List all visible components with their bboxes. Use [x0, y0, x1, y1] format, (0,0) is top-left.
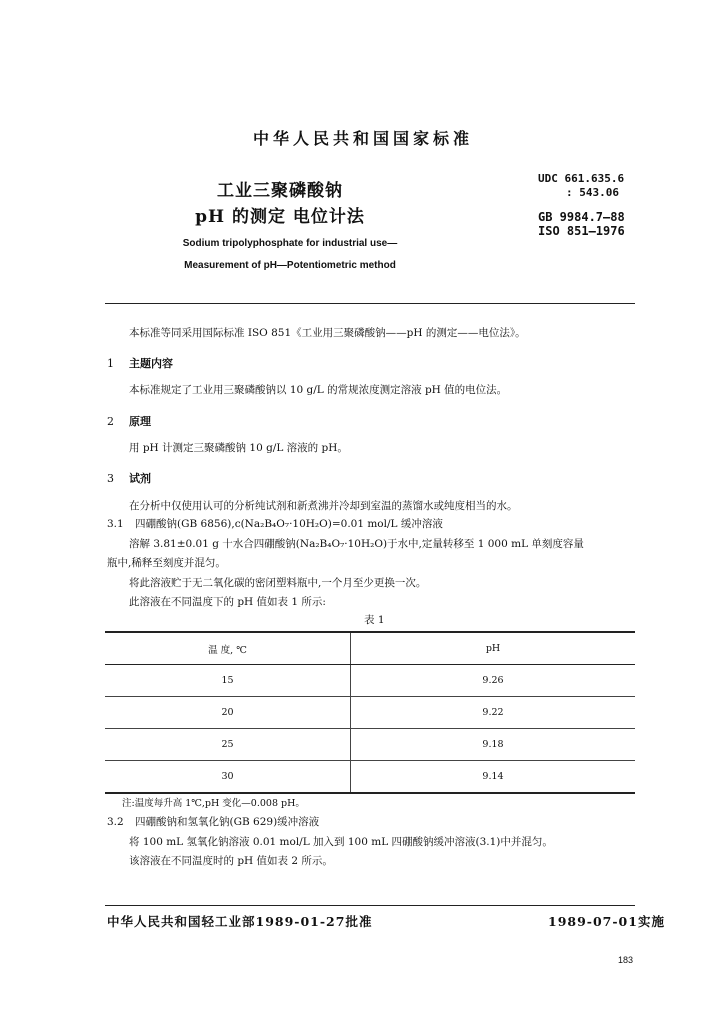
gb-code: GB 9984.7—88 — [538, 210, 625, 224]
page-number: 183 — [618, 955, 634, 965]
temperature-cell: 25 — [105, 729, 351, 761]
section-title: 试剂 — [129, 472, 151, 485]
footer-divider — [105, 905, 635, 906]
table-1-caption: 表 1 — [364, 614, 385, 626]
column-header-ph: pH — [351, 632, 636, 665]
section-2-heading — [107, 413, 151, 429]
table-row — [105, 697, 635, 729]
table-1-note: 注:温度每升高 1℃,pH 变化—0.008 pH。 — [122, 798, 305, 809]
section-3-heading — [107, 470, 151, 486]
temperature-cell: 30 — [105, 761, 351, 794]
section-3-1-paragraph-3: 此溶液在不同温度下的 pH 值如表 1 所示: — [129, 596, 326, 608]
section-1-heading — [107, 355, 173, 371]
section-title: 原理 — [129, 415, 151, 428]
section-3-1-paragraph-1a: 溶解 3.81±0.01 g 十水合四硼酸钠(Na₂B₄O₇·10H₂O)于水中,定量转移至 1 000 mL 单刻度容量 — [129, 538, 584, 550]
udc-code: UDC 661.635.6 — [538, 172, 625, 185]
iso-code: ISO 851—1976 — [538, 224, 625, 238]
section-3-1-paragraph-1b: 瓶中,稀释至刻度并混匀。 — [107, 557, 226, 569]
section-number: 2 — [107, 415, 114, 428]
section-number: 1 — [107, 357, 114, 370]
section-title: 主题内容 — [129, 357, 173, 370]
ph-cell: 9.22 — [351, 697, 636, 729]
intro-paragraph: 本标准等同采用国际标准 ISO 851《工业用三聚磷酸钠——pH 的测定——电位法》。 — [129, 327, 526, 339]
section-1-text: 本标准规定了工业用三聚磷酸钠以 10 g/L 的常规浓度测定溶液 pH 值的电位法。 — [129, 384, 508, 396]
temperature-cell: 20 — [105, 697, 351, 729]
table-row — [105, 729, 635, 761]
section-3-text: 在分析中仅使用认可的分析纯试剂和新煮沸并冷却到室温的蒸馏水或纯度相当的水。 — [129, 500, 518, 512]
section-3-2-paragraph-2: 该溶液在不同温度时的 pH 值如表 2 所示。 — [129, 855, 333, 867]
section-3-1-paragraph-2: 将此溶液贮于无二氧化碳的密闭塑料瓶中,一个月至少更换一次。 — [129, 577, 427, 589]
standard-subtitle-en: Measurement of pH—Potentiometric method — [184, 260, 396, 271]
section-title: 四硼酸钠(GB 6856),c(Na₂B₄O₇·10H₂O)=0.01 mol/L 缓冲溶液 — [135, 518, 443, 530]
section-number: 3 — [107, 472, 114, 485]
section-title: 四硼酸钠和氢氧化钠(GB 629)缓冲溶液 — [135, 816, 320, 828]
section-3-2-heading — [107, 815, 319, 829]
ph-cell: 9.18 — [351, 729, 636, 761]
section-number: 3.1 — [107, 518, 124, 530]
column-header-temperature: 温 度, ℃ — [105, 632, 351, 665]
ph-cell: 9.26 — [351, 665, 636, 697]
standard-title-cn: 工业三聚磷酸钠 — [217, 181, 343, 201]
implementation-date: 1989-07-01实施 — [548, 914, 665, 929]
standard-subtitle-cn: pH 的测定 电位计法 — [195, 207, 365, 227]
udc-code-secondary: : 543.06 — [566, 186, 619, 199]
section-number: 3.2 — [107, 816, 124, 828]
standard-title-en: Sodium tripolyphosphate for industrial use— — [182, 238, 398, 249]
ph-cell: 9.14 — [351, 761, 636, 794]
table-header-row — [105, 632, 635, 665]
section-3-1-heading — [107, 517, 443, 531]
table-row — [105, 665, 635, 697]
temperature-cell: 15 — [105, 665, 351, 697]
section-2-text: 用 pH 计测定三聚磷酸钠 10 g/L 溶液的 pH。 — [129, 442, 348, 454]
ph-table — [105, 631, 635, 794]
header-divider — [105, 303, 635, 304]
section-3-2-paragraph-1: 将 100 mL 氢氧化钠溶液 0.01 mol/L 加入到 100 mL 四硼酸钠缓冲溶液(3.1)中并混匀。 — [129, 836, 553, 848]
agency-title: 中华人民共和国国家标准 — [252, 129, 473, 148]
approval-line: 中华人民共和国轻工业部1989-01-27批准 — [107, 914, 373, 929]
table-row — [105, 761, 635, 794]
